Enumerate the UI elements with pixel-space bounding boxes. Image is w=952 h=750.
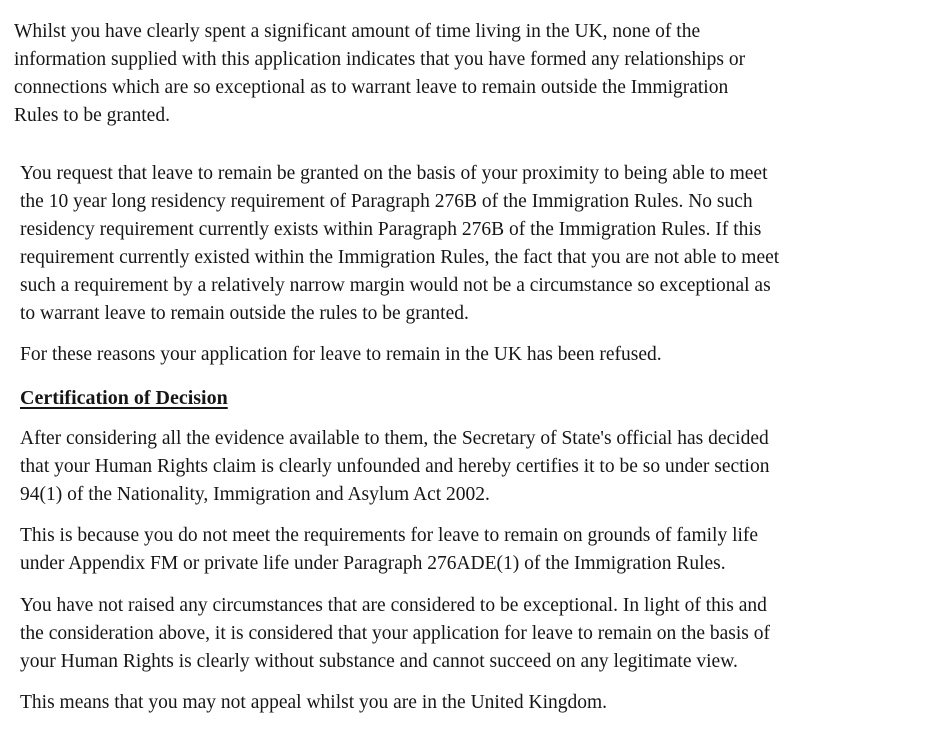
text-line: This is because you do not meet the requirements for leave to remain on grounds of family life	[20, 525, 759, 546]
text-line: 94(1) of the Nationality, Immigration and Asylum Act 2002.	[20, 484, 490, 505]
text-line: For these reasons your application for leave to remain in the UK has been refused.	[20, 344, 662, 365]
paragraph-residency	[20, 160, 779, 328]
paragraph-exceptional	[20, 592, 770, 676]
section-heading: Certification of Decision	[20, 387, 228, 409]
text-line: under Appendix FM or private life under Paragraph 276ADE(1) of the Immigration Rules.	[20, 553, 726, 574]
text-line: Whilst you have clearly spent a significant amount of time living in the UK, none of the	[14, 21, 701, 42]
paragraph-requirements	[20, 522, 758, 578]
text-line: residency requirement currently exists within Paragraph 276B of the Immigration Rules. If this	[20, 219, 762, 240]
text-line: to warrant leave to remain outside the rules to be granted.	[20, 303, 469, 324]
paragraph-appeal	[20, 689, 607, 717]
text-line: the 10 year long residency requirement of Paragraph 276B of the Immigration Rules. No such	[20, 191, 753, 212]
text-line: connections which are so exceptional as to warrant leave to remain outside the Immigration	[14, 77, 729, 98]
text-line: such a requirement by a relatively narrow margin would not be a circumstance so exceptional as	[20, 275, 771, 296]
text-line: Rules to be granted.	[14, 105, 170, 126]
text-line: You request that leave to remain be granted on the basis of your proximity to being able to meet	[20, 163, 768, 184]
paragraph-refusal	[20, 341, 662, 369]
text-line: your Human Rights is clearly without substance and cannot succeed on any legitimate view.	[20, 651, 738, 672]
text-line: information supplied with this application indicates that you have formed any relationships or	[14, 49, 746, 70]
text-line: the consideration above, it is considered that your application for leave to remain on the basis of	[20, 623, 770, 644]
paragraph-relationships	[14, 18, 745, 130]
text-line: This means that you may not appeal whilst you are in the United Kingdom.	[20, 692, 608, 713]
text-line: that your Human Rights claim is clearly unfounded and hereby certifies it to be so under section	[20, 456, 770, 477]
text-line: After considering all the evidence available to them, the Secretary of State's official has decided	[20, 428, 769, 449]
text-line: requirement currently existed within the Immigration Rules, the fact that you are not able to meet	[20, 247, 780, 268]
paragraph-certification	[20, 425, 769, 509]
text-line: You have not raised any circumstances that are considered to be exceptional. In light of this and	[20, 595, 767, 616]
